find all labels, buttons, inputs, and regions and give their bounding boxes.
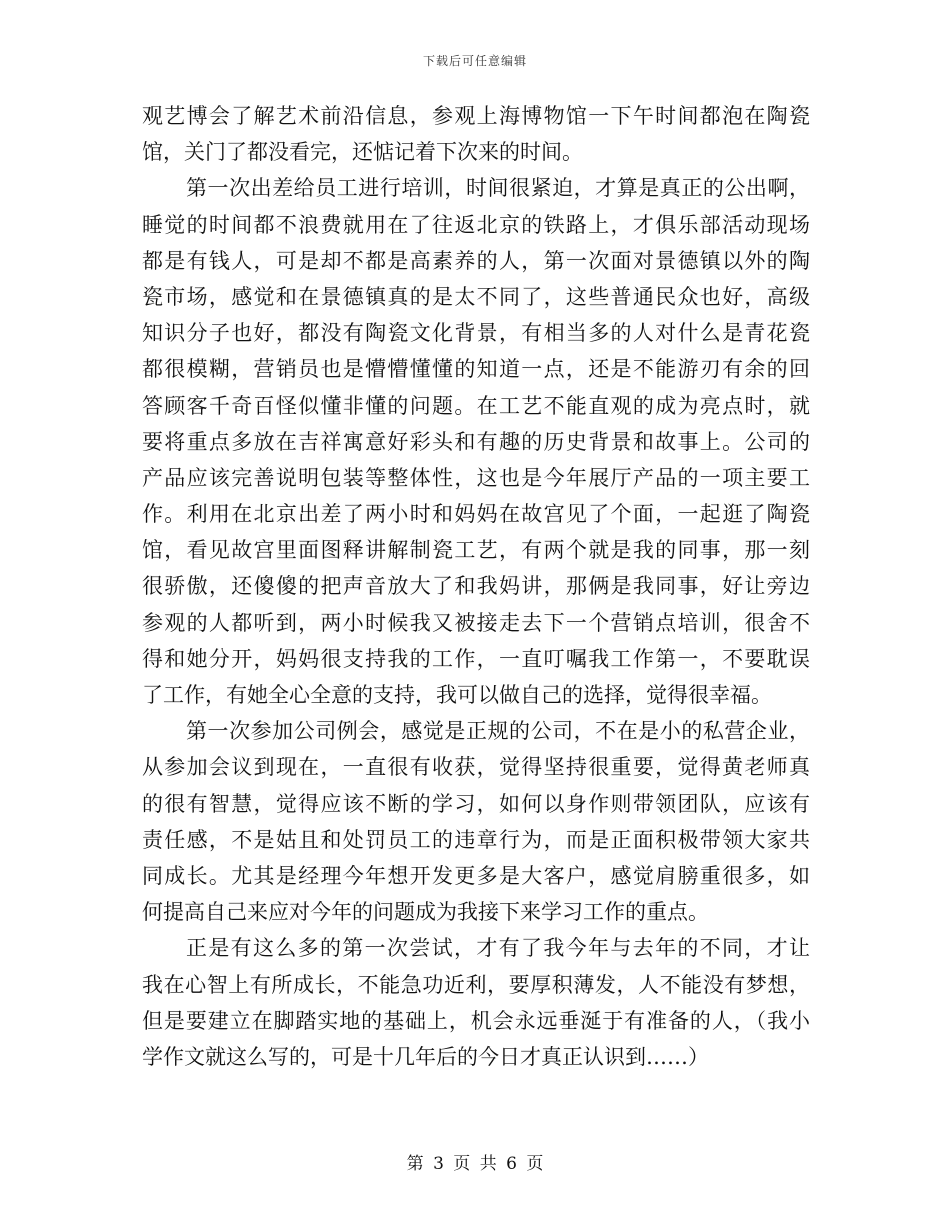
page-header: 下载后可任意编辑 [422, 54, 527, 68]
text-line: 责任感，不是姑且和处罚员工的违章行为，而是正面积极带领大家共 [142, 827, 810, 852]
text-line: 第一次参加公司例会，感觉是正规的公司，不在是小的私营企业， [186, 719, 810, 744]
text-line: 馆，看见故宫里面图释讲解制瓷工艺，有两个就是我的同事，那一刻 [142, 538, 810, 563]
text-line: 得和她分开，妈妈很支持我的工作，一直叮嘱我工作第一，不要耽误 [142, 646, 810, 671]
text-line: 答顾客千奇百怪似懂非懂的问题。在工艺不能直观的成为亮点时，就 [142, 393, 810, 418]
page-number-footer: 第 3 页 共 6 页 [406, 1154, 544, 1174]
text-line: 作。利用在北京出差了两小时和妈妈在故宫见了个面，一起逛了陶瓷 [142, 502, 810, 527]
text-line: 参观的人都听到，两小时候我又被接走去下一个营销点培训，很舍不 [142, 610, 810, 635]
text-line: 同成长。尤其是经理今年想开发更多是大客户，感觉肩膀重很多，如 [142, 863, 810, 888]
text-line: 观艺博会了解艺术前沿信息，参观上海博物馆一下午时间都泡在陶瓷 [142, 104, 810, 128]
text-line: 了工作，有她全心全意的支持，我可以做自己的选择，觉得很幸福。 [142, 683, 772, 707]
text-line: 我在心智上有所成长，不能急功近利，要厚积薄发，人不能没有梦想， [142, 972, 810, 997]
text-line: 睡觉的时间都不浪费就用在了往返北京的铁路上，才俱乐部活动现场 [142, 212, 810, 237]
text-line: 要将重点多放在吉祥寓意好彩头和有趣的历史背景和故事上。公司的 [142, 429, 810, 454]
text-line: 第一次出差给员工进行培训，时间很紧迫，才算是真正的公出啊， [186, 176, 810, 201]
text-line: 很骄傲，还傻傻的把声音放大了和我妈讲，那俩是我同事，好让旁边 [142, 574, 810, 599]
text-line: 但是要建立在脚踏实地的基础上，机会永远垂涎于有准备的人，（我小 [142, 1008, 810, 1033]
text-line: 瓷市场，感觉和在景德镇真的是太不同了，这些普通民众也好，高级 [142, 284, 810, 309]
text-line: 知识分子也好，都没有陶瓷文化背景，有相当多的人对什么是青花瓷 [142, 321, 810, 346]
text-line: 的很有智慧，觉得应该不断的学习，如何以身作则带领团队，应该有 [142, 791, 810, 816]
text-line: 都是有钱人，可是却不都是高素养的人，第一次面对景德镇以外的陶 [142, 248, 810, 273]
text-line: 产品应该完善说明包装等整体性，这也是今年展厅产品的一项主要工 [142, 465, 810, 490]
text-line: 从参加会议到现在，一直很有收获，觉得坚持很重要，觉得黄老师真 [142, 755, 810, 780]
text-line: 学作文就这么写的，可是十几年后的今日才真正认识到……） [142, 1044, 709, 1069]
text-line: 都很模糊，营销员也是懵懵懂懂的知道一点，还是不能游刃有余的回 [142, 357, 810, 382]
document-body [142, 98, 810, 1075]
text-line: 馆，关门了都没看完，还惦记着下次来的时间。 [142, 140, 583, 165]
text-line: 何提高自己来应对今年的问题成为我接下来学习工作的重点。 [142, 900, 709, 925]
text-line: 正是有这么多的第一次尝试，才有了我今年与去年的不同，才让 [186, 936, 810, 961]
